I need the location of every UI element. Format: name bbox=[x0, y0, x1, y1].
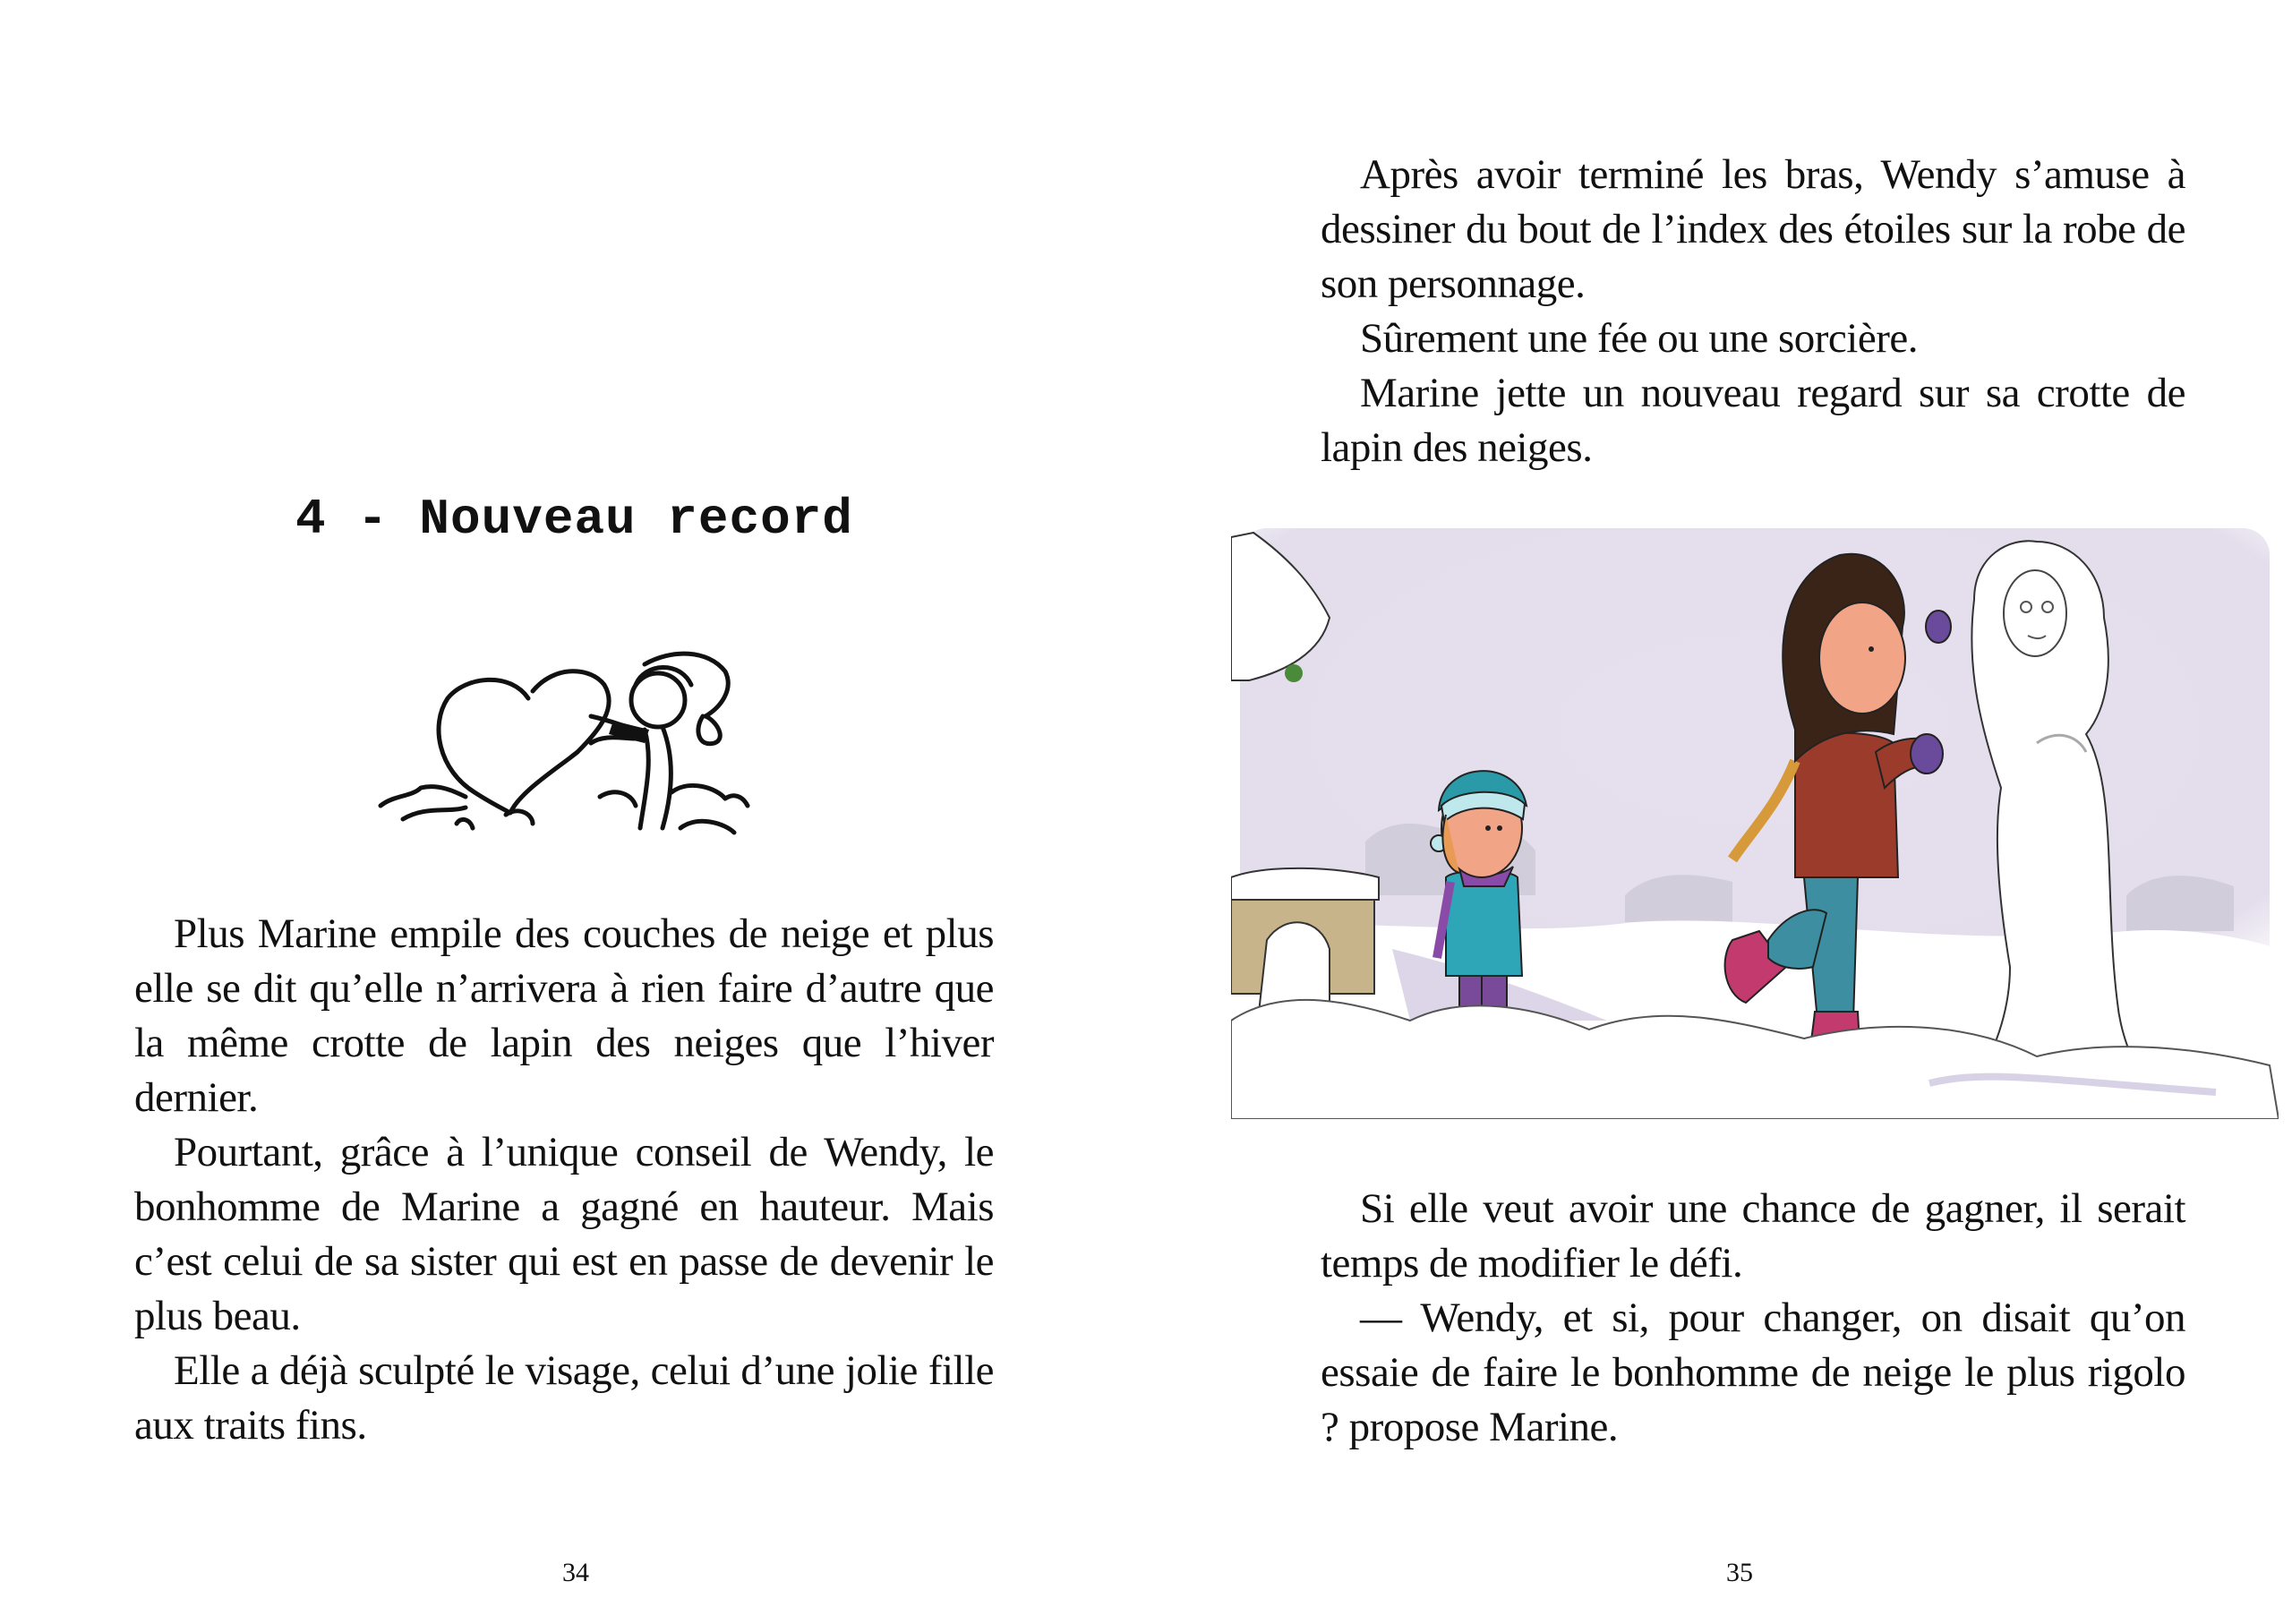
right-page-body-top bbox=[1321, 148, 2185, 475]
paragraph: Elle a déjà sculpté le visage, celui d’une jolie fille aux traits fins. bbox=[134, 1347, 994, 1449]
paragraph: Après avoir terminé les bras, Wendy s’amuse à dessiner du bout de l’index des étoiles sur la robe de son personnage. bbox=[1321, 151, 2185, 307]
paragraph: Sûrement une fée ou une sorcière. bbox=[1360, 315, 1918, 362]
page-number: 35 bbox=[1726, 1558, 1753, 1587]
paragraph: — Wendy, et si, pour changer, on disait qu’on essaie de faire le bonhomme de neige le plus rigolo ? propose Marine. bbox=[1321, 1295, 2185, 1450]
paragraph: Plus Marine empile des couches de neige et plus elle se dit qu’elle n’arrivera à rien faire d’autre que la même crotte de lapin des neiges que l’hiver dernier. bbox=[134, 910, 994, 1121]
snow-heart-sketch-icon bbox=[376, 645, 779, 850]
snow-heart-vignette bbox=[376, 645, 779, 850]
right-page-body-bottom bbox=[1321, 1182, 2185, 1455]
right-page bbox=[1146, 0, 2292, 1624]
paragraph: Si elle veut avoir une chance de gagner, il serait temps de modifier le défi. bbox=[1321, 1185, 2185, 1286]
chapter-title: 4 - Nouveau record bbox=[295, 491, 853, 548]
snow-scene-image-icon bbox=[1231, 519, 2279, 1119]
paragraph: Pourtant, grâce à l’unique conseil de Wendy, le bonhomme de Marine a gagné en hauteur. Mais c’est celui de sa sister qui est en passe de devenir le plus beau. bbox=[134, 1129, 994, 1339]
left-page-body bbox=[134, 907, 994, 1453]
page-number: 34 bbox=[562, 1558, 589, 1587]
snow-scene-illustration bbox=[1231, 519, 2279, 1119]
paragraph: Marine jette un nouveau regard sur sa crotte de lapin des neiges. bbox=[1321, 370, 2185, 471]
